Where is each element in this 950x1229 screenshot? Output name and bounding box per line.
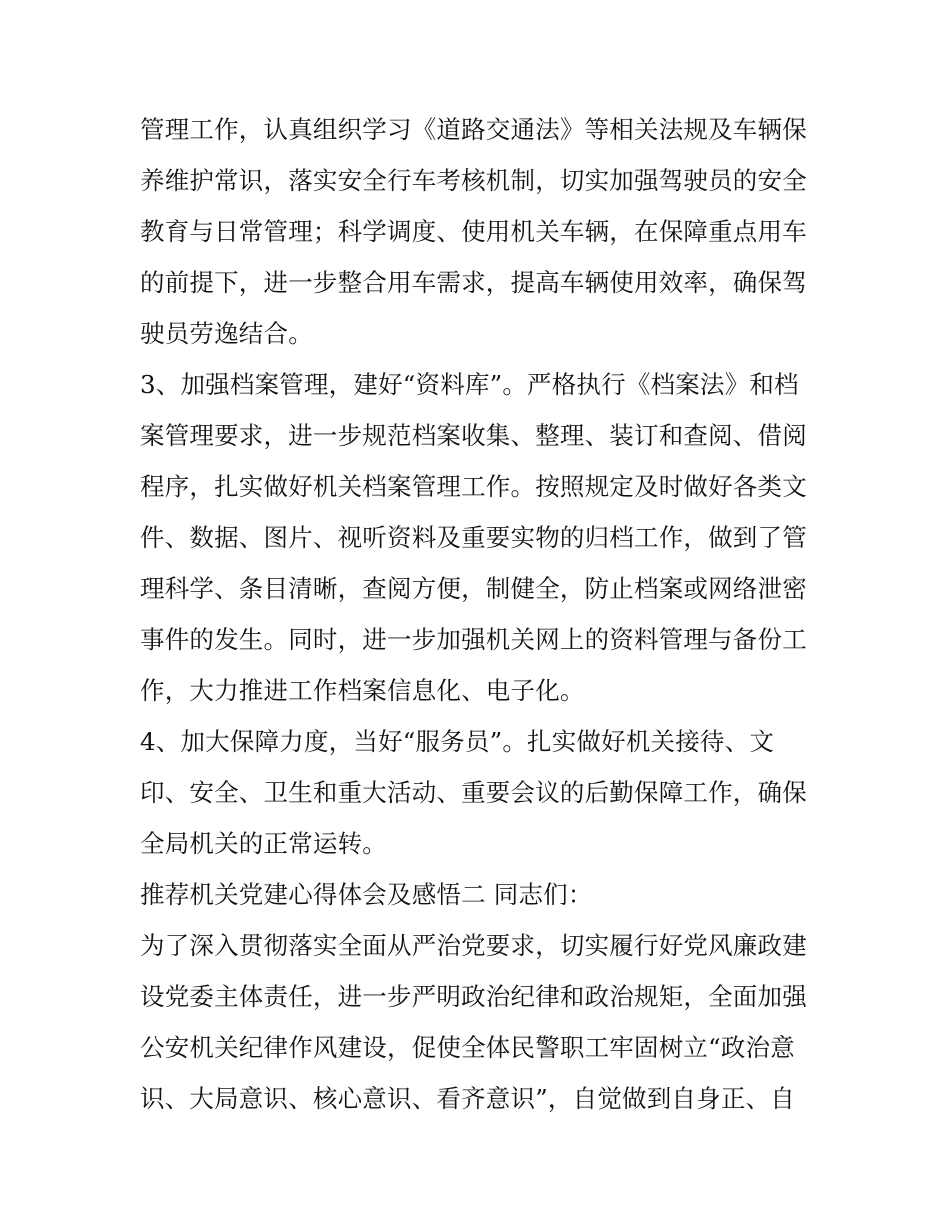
text-line: 为了深入贯彻落实全面从严治党要求，切实履行好党风廉政建: [140, 931, 807, 960]
text-line: 作，大力推进工作档案信息化、电子化。: [140, 676, 585, 705]
text-line: 教育与日常管理；科学调度、使用机关车辆，在保障重点用车: [140, 217, 807, 246]
text-line: 理科学、条目清晰，查阅方便，制健全，防止档案或网络泄密: [140, 574, 807, 603]
text-line: 识、大局意识、核心意识、看齐意识”，自觉做到自身正、自: [140, 1084, 795, 1113]
text-line: 公安机关纪律作风建设，促使全体民警职工牢固树立“政治意: [140, 1033, 795, 1062]
text-line: 件、数据、图片、视听资料及重要实物的归档工作，做到了管: [140, 523, 807, 552]
section-heading-4: 4、加大保障力度，当好“服务员”。扎实做好机关接待、文: [140, 727, 775, 756]
document-title: 推荐机关党建心得体会及感悟二 同志们：: [140, 880, 593, 909]
text-line: 养维护常识，落实安全行车考核机制，切实加强驾驶员的安全: [140, 166, 807, 195]
text-line: 印、安全、卫生和重大活动、重要会议的后勤保障工作，确保: [140, 778, 807, 807]
text-line: 程序，扎实做好机关档案管理工作。按照规定及时做好各类文: [140, 472, 807, 501]
section-heading-3: 3、加强档案管理，建好“资料库”。严格执行《档案法》和档: [140, 370, 799, 399]
text-line: 案管理要求，进一步规范档案收集、整理、装订和查阅、借阅: [140, 421, 807, 450]
text-line: 全局机关的正常运转。: [140, 829, 387, 858]
text-line: 管理工作，认真组织学习《道路交通法》等相关法规及车辆保: [140, 115, 807, 144]
text-line: 的前提下，进一步整合用车需求，提高车辆使用效率，确保驾: [140, 268, 807, 297]
text-line: 设党委主体责任，进一步严明政治纪律和政治规矩，全面加强: [140, 982, 807, 1011]
text-line: 事件的发生。同时，进一步加强机关网上的资料管理与备份工: [140, 625, 807, 654]
text-line: 驶员劳逸结合。: [140, 319, 313, 348]
document-body: [140, 104, 820, 1124]
